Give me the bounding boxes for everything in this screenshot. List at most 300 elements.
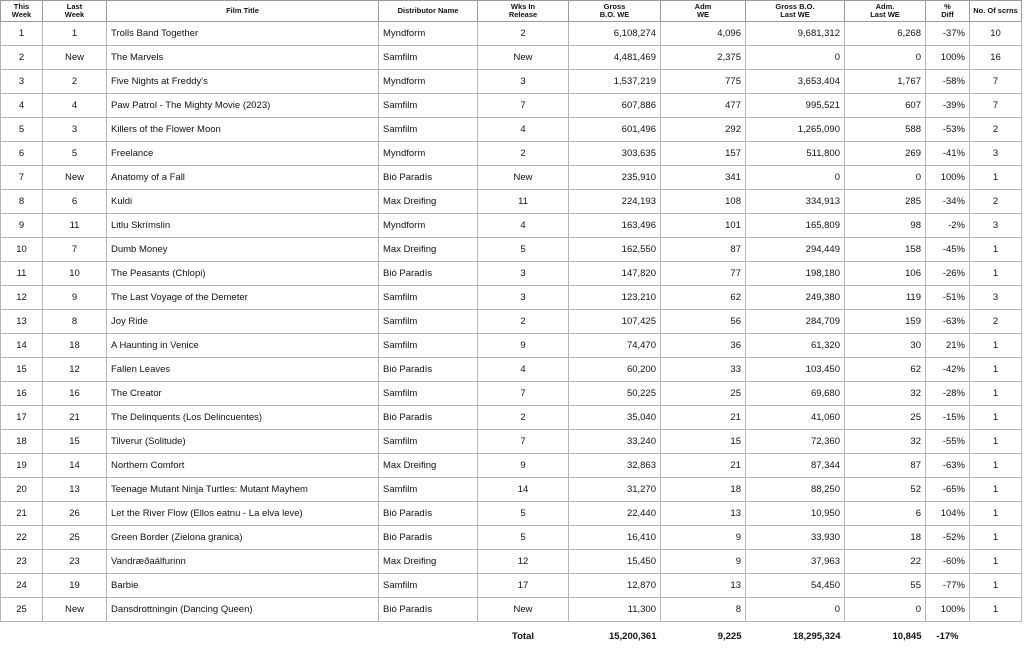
- header-this-week: This Week: [1, 1, 43, 22]
- admissions-last-week: 285: [845, 190, 926, 214]
- table-row: [1, 478, 1022, 502]
- gross-last-week: 33,930: [746, 526, 845, 550]
- admissions: 341: [661, 166, 746, 190]
- header-distributor: Distributor Name: [379, 1, 478, 22]
- weeks-in-release: 14: [478, 478, 569, 502]
- gross-last-week: 61,320: [746, 334, 845, 358]
- percent-diff: -53%: [926, 118, 970, 142]
- distributor-name: Samfilm: [379, 430, 478, 454]
- admissions-last-week: 25: [845, 406, 926, 430]
- gross-last-week: 87,344: [746, 454, 845, 478]
- weeks-in-release: 2: [478, 142, 569, 166]
- distributor-name: Samfilm: [379, 46, 478, 70]
- gross-box-office: 35,040: [569, 406, 661, 430]
- header-row: [1, 1, 1022, 22]
- rank-last-week: 8: [43, 310, 107, 334]
- admissions: 157: [661, 142, 746, 166]
- distributor-name: Max Dreifing: [379, 238, 478, 262]
- film-title: Freelance: [107, 142, 379, 166]
- gross-box-office: 11,300: [569, 598, 661, 622]
- gross-box-office: 15,450: [569, 550, 661, 574]
- rank-last-week: 11: [43, 214, 107, 238]
- weeks-in-release: 4: [478, 214, 569, 238]
- gross-box-office: 6,108,274: [569, 22, 661, 46]
- film-title: Joy Ride: [107, 310, 379, 334]
- percent-diff: -51%: [926, 286, 970, 310]
- weeks-in-release: 5: [478, 238, 569, 262]
- rank-this-week: 20: [1, 478, 43, 502]
- rank-this-week: 3: [1, 70, 43, 94]
- screen-count: 1: [970, 406, 1022, 430]
- screen-count: 1: [970, 598, 1022, 622]
- percent-diff: -77%: [926, 574, 970, 598]
- rank-this-week: 13: [1, 310, 43, 334]
- gross-box-office: 607,886: [569, 94, 661, 118]
- screen-count: 1: [970, 382, 1022, 406]
- total-admissions: 9,225: [661, 622, 746, 650]
- gross-last-week: 69,680: [746, 382, 845, 406]
- weeks-in-release: New: [478, 598, 569, 622]
- weeks-in-release: 3: [478, 262, 569, 286]
- gross-last-week: 0: [746, 166, 845, 190]
- film-title: Dumb Money: [107, 238, 379, 262]
- screen-count: 3: [970, 286, 1022, 310]
- distributor-name: Max Dreifing: [379, 454, 478, 478]
- screen-count: 1: [970, 166, 1022, 190]
- screen-count: 1: [970, 550, 1022, 574]
- film-title: Killers of the Flower Moon: [107, 118, 379, 142]
- distributor-name: Samfilm: [379, 118, 478, 142]
- header-admissions-last-week: Adm. Last WE: [845, 1, 926, 22]
- total-admissions-last-week: 10,845: [845, 622, 926, 650]
- screen-count: 1: [970, 334, 1022, 358]
- film-title: Paw Patrol - The Mighty Movie (2023): [107, 94, 379, 118]
- table-row: [1, 166, 1022, 190]
- percent-diff: -2%: [926, 214, 970, 238]
- gross-last-week: 54,450: [746, 574, 845, 598]
- weeks-in-release: 4: [478, 358, 569, 382]
- film-title: The Last Voyage of the Demeter: [107, 286, 379, 310]
- admissions-last-week: 269: [845, 142, 926, 166]
- total-row: [1, 622, 1022, 650]
- table-row: [1, 550, 1022, 574]
- distributor-name: Bió Paradís: [379, 358, 478, 382]
- gross-last-week: 3,653,404: [746, 70, 845, 94]
- header-film-title: Film Title: [107, 1, 379, 22]
- percent-diff: -58%: [926, 70, 970, 94]
- film-title: Let the River Flow (Ellos eatnu - La elva leve): [107, 502, 379, 526]
- rank-last-week: 18: [43, 334, 107, 358]
- weeks-in-release: New: [478, 46, 569, 70]
- gross-last-week: 995,521: [746, 94, 845, 118]
- rank-last-week: 25: [43, 526, 107, 550]
- percent-diff: -63%: [926, 310, 970, 334]
- weeks-in-release: 7: [478, 94, 569, 118]
- admissions-last-week: 52: [845, 478, 926, 502]
- admissions-last-week: 98: [845, 214, 926, 238]
- gross-box-office: 1,537,219: [569, 70, 661, 94]
- screen-count: 1: [970, 454, 1022, 478]
- admissions: 77: [661, 262, 746, 286]
- admissions-last-week: 159: [845, 310, 926, 334]
- admissions-last-week: 30: [845, 334, 926, 358]
- screen-count: 2: [970, 190, 1022, 214]
- admissions: 4,096: [661, 22, 746, 46]
- screen-count: 2: [970, 118, 1022, 142]
- admissions: 33: [661, 358, 746, 382]
- film-title: Fallen Leaves: [107, 358, 379, 382]
- admissions: 15: [661, 430, 746, 454]
- header-gross-last-week: Gross B.O. Last WE: [746, 1, 845, 22]
- gross-box-office: 60,200: [569, 358, 661, 382]
- admissions: 8: [661, 598, 746, 622]
- film-title: Green Border (Zielona granica): [107, 526, 379, 550]
- screen-count: 1: [970, 574, 1022, 598]
- rank-this-week: 5: [1, 118, 43, 142]
- rank-last-week: New: [43, 46, 107, 70]
- weeks-in-release: 7: [478, 430, 569, 454]
- admissions-last-week: 22: [845, 550, 926, 574]
- admissions-last-week: 1,767: [845, 70, 926, 94]
- admissions-last-week: 87: [845, 454, 926, 478]
- percent-diff: -42%: [926, 358, 970, 382]
- gross-box-office: 107,425: [569, 310, 661, 334]
- rank-last-week: New: [43, 598, 107, 622]
- percent-diff: -34%: [926, 190, 970, 214]
- film-title: The Creator: [107, 382, 379, 406]
- rank-this-week: 8: [1, 190, 43, 214]
- gross-box-office: 32,863: [569, 454, 661, 478]
- distributor-name: Bió Paradís: [379, 406, 478, 430]
- film-title: Barbie: [107, 574, 379, 598]
- percent-diff: 21%: [926, 334, 970, 358]
- screen-count: 1: [970, 502, 1022, 526]
- admissions-last-week: 6: [845, 502, 926, 526]
- table-row: [1, 142, 1022, 166]
- table-row: [1, 502, 1022, 526]
- table-body: [1, 22, 1022, 622]
- rank-last-week: 10: [43, 262, 107, 286]
- admissions: 25: [661, 382, 746, 406]
- gross-box-office: 163,496: [569, 214, 661, 238]
- rank-this-week: 11: [1, 262, 43, 286]
- weeks-in-release: 2: [478, 22, 569, 46]
- screen-count: 7: [970, 70, 1022, 94]
- distributor-name: Myndform: [379, 214, 478, 238]
- rank-last-week: 7: [43, 238, 107, 262]
- film-title: Five Nights at Freddy's: [107, 70, 379, 94]
- rank-last-week: 13: [43, 478, 107, 502]
- film-title: Anatomy of a Fall: [107, 166, 379, 190]
- table-row: [1, 214, 1022, 238]
- film-title: Dansdrottningin (Dancing Queen): [107, 598, 379, 622]
- weeks-in-release: 3: [478, 286, 569, 310]
- header-last-week: Last Week: [43, 1, 107, 22]
- rank-last-week: 15: [43, 430, 107, 454]
- weeks-in-release: 12: [478, 550, 569, 574]
- admissions: 292: [661, 118, 746, 142]
- admissions-last-week: 607: [845, 94, 926, 118]
- admissions-last-week: 106: [845, 262, 926, 286]
- gross-last-week: 0: [746, 46, 845, 70]
- film-title: The Peasants (Chlopi): [107, 262, 379, 286]
- admissions: 101: [661, 214, 746, 238]
- gross-box-office: 147,820: [569, 262, 661, 286]
- gross-box-office: 162,550: [569, 238, 661, 262]
- rank-last-week: 26: [43, 502, 107, 526]
- rank-this-week: 1: [1, 22, 43, 46]
- percent-diff: -37%: [926, 22, 970, 46]
- table-row: [1, 454, 1022, 478]
- gross-box-office: 31,270: [569, 478, 661, 502]
- gross-last-week: 88,250: [746, 478, 845, 502]
- rank-this-week: 4: [1, 94, 43, 118]
- table-row: [1, 526, 1022, 550]
- table-row: [1, 334, 1022, 358]
- distributor-name: Bió Paradís: [379, 262, 478, 286]
- admissions-last-week: 6,268: [845, 22, 926, 46]
- weeks-in-release: 5: [478, 502, 569, 526]
- gross-box-office: 123,210: [569, 286, 661, 310]
- table-row: [1, 94, 1022, 118]
- weeks-in-release: 9: [478, 334, 569, 358]
- screen-count: 1: [970, 358, 1022, 382]
- admissions: 21: [661, 406, 746, 430]
- rank-this-week: 10: [1, 238, 43, 262]
- admissions-last-week: 0: [845, 46, 926, 70]
- percent-diff: -15%: [926, 406, 970, 430]
- admissions: 9: [661, 526, 746, 550]
- rank-this-week: 17: [1, 406, 43, 430]
- rank-last-week: 1: [43, 22, 107, 46]
- admissions: 2,375: [661, 46, 746, 70]
- distributor-name: Samfilm: [379, 286, 478, 310]
- admissions: 87: [661, 238, 746, 262]
- header-percent-diff: % Diff: [926, 1, 970, 22]
- distributor-name: Samfilm: [379, 382, 478, 406]
- screen-count: 1: [970, 262, 1022, 286]
- rank-last-week: 21: [43, 406, 107, 430]
- gross-last-week: 103,450: [746, 358, 845, 382]
- gross-last-week: 41,060: [746, 406, 845, 430]
- table-row: [1, 358, 1022, 382]
- distributor-name: Bió Paradís: [379, 502, 478, 526]
- rank-this-week: 7: [1, 166, 43, 190]
- admissions: 18: [661, 478, 746, 502]
- rank-this-week: 15: [1, 358, 43, 382]
- screen-count: 1: [970, 238, 1022, 262]
- admissions: 62: [661, 286, 746, 310]
- distributor-name: Bió Paradís: [379, 598, 478, 622]
- admissions: 36: [661, 334, 746, 358]
- film-title: The Delinquents (Los Delincuentes): [107, 406, 379, 430]
- weeks-in-release: 4: [478, 118, 569, 142]
- rank-this-week: 25: [1, 598, 43, 622]
- gross-box-office: 22,440: [569, 502, 661, 526]
- gross-last-week: 284,709: [746, 310, 845, 334]
- percent-diff: 100%: [926, 46, 970, 70]
- percent-diff: -26%: [926, 262, 970, 286]
- gross-box-office: 74,470: [569, 334, 661, 358]
- distributor-name: Bió Paradís: [379, 166, 478, 190]
- weeks-in-release: 11: [478, 190, 569, 214]
- admissions-last-week: 0: [845, 598, 926, 622]
- rank-this-week: 24: [1, 574, 43, 598]
- screen-count: 7: [970, 94, 1022, 118]
- admissions: 775: [661, 70, 746, 94]
- total-gross: 15,200,361: [569, 622, 661, 650]
- admissions: 9: [661, 550, 746, 574]
- film-title: Tilverur (Solitude): [107, 430, 379, 454]
- admissions: 56: [661, 310, 746, 334]
- admissions-last-week: 119: [845, 286, 926, 310]
- weeks-in-release: New: [478, 166, 569, 190]
- screen-count: 1: [970, 430, 1022, 454]
- gross-box-office: 224,193: [569, 190, 661, 214]
- rank-this-week: 19: [1, 454, 43, 478]
- table-row: [1, 598, 1022, 622]
- gross-last-week: 72,360: [746, 430, 845, 454]
- table-row: [1, 238, 1022, 262]
- total-spacer: [970, 622, 1022, 650]
- rank-last-week: 12: [43, 358, 107, 382]
- film-title: Northern Comfort: [107, 454, 379, 478]
- film-title: Trolls Band Together: [107, 22, 379, 46]
- admissions-last-week: 32: [845, 382, 926, 406]
- distributor-name: Myndform: [379, 70, 478, 94]
- percent-diff: -28%: [926, 382, 970, 406]
- distributor-name: Myndform: [379, 22, 478, 46]
- distributor-name: Max Dreifing: [379, 550, 478, 574]
- rank-last-week: New: [43, 166, 107, 190]
- gross-last-week: 334,913: [746, 190, 845, 214]
- percent-diff: -55%: [926, 430, 970, 454]
- rank-this-week: 18: [1, 430, 43, 454]
- distributor-name: Myndform: [379, 142, 478, 166]
- admissions-last-week: 32: [845, 430, 926, 454]
- rank-this-week: 22: [1, 526, 43, 550]
- film-title: Teenage Mutant Ninja Turtles: Mutant Mayhem: [107, 478, 379, 502]
- header-screens: No. Of scrns: [970, 1, 1022, 22]
- screen-count: 3: [970, 142, 1022, 166]
- screen-count: 1: [970, 526, 1022, 550]
- admissions: 108: [661, 190, 746, 214]
- screen-count: 1: [970, 478, 1022, 502]
- rank-last-week: 4: [43, 94, 107, 118]
- table-row: [1, 406, 1022, 430]
- gross-box-office: 12,870: [569, 574, 661, 598]
- rank-this-week: 16: [1, 382, 43, 406]
- weeks-in-release: 3: [478, 70, 569, 94]
- total-spacer: [43, 622, 107, 650]
- rank-last-week: 23: [43, 550, 107, 574]
- film-title: Vandræðaálfurinn: [107, 550, 379, 574]
- table-row: [1, 382, 1022, 406]
- percent-diff: -63%: [926, 454, 970, 478]
- rank-this-week: 23: [1, 550, 43, 574]
- total-spacer: [379, 622, 478, 650]
- admissions: 21: [661, 454, 746, 478]
- table-row: [1, 118, 1022, 142]
- table-row: [1, 190, 1022, 214]
- table-row: [1, 46, 1022, 70]
- percent-diff: 100%: [926, 166, 970, 190]
- admissions: 13: [661, 574, 746, 598]
- gross-last-week: 37,963: [746, 550, 845, 574]
- film-title: The Marvels: [107, 46, 379, 70]
- admissions: 13: [661, 502, 746, 526]
- gross-box-office: 601,496: [569, 118, 661, 142]
- rank-last-week: 16: [43, 382, 107, 406]
- total-percent-diff: -17%: [926, 622, 970, 650]
- total-label: Total: [478, 622, 569, 650]
- weeks-in-release: 17: [478, 574, 569, 598]
- total-spacer: [107, 622, 379, 650]
- rank-last-week: 9: [43, 286, 107, 310]
- percent-diff: 104%: [926, 502, 970, 526]
- film-title: Litlu Skrímslin: [107, 214, 379, 238]
- distributor-name: Samfilm: [379, 310, 478, 334]
- screen-count: 3: [970, 214, 1022, 238]
- admissions-last-week: 18: [845, 526, 926, 550]
- rank-this-week: 12: [1, 286, 43, 310]
- admissions-last-week: 158: [845, 238, 926, 262]
- table-row: [1, 574, 1022, 598]
- weeks-in-release: 2: [478, 406, 569, 430]
- gross-box-office: 16,410: [569, 526, 661, 550]
- weeks-in-release: 5: [478, 526, 569, 550]
- percent-diff: -45%: [926, 238, 970, 262]
- rank-last-week: 19: [43, 574, 107, 598]
- screen-count: 10: [970, 22, 1022, 46]
- gross-last-week: 511,800: [746, 142, 845, 166]
- admissions-last-week: 62: [845, 358, 926, 382]
- rank-last-week: 5: [43, 142, 107, 166]
- film-title: A Haunting in Venice: [107, 334, 379, 358]
- rank-this-week: 21: [1, 502, 43, 526]
- rank-this-week: 14: [1, 334, 43, 358]
- distributor-name: Samfilm: [379, 334, 478, 358]
- gross-last-week: 0: [746, 598, 845, 622]
- rank-last-week: 14: [43, 454, 107, 478]
- film-title: Kuldi: [107, 190, 379, 214]
- admissions-last-week: 588: [845, 118, 926, 142]
- rank-last-week: 6: [43, 190, 107, 214]
- header-admissions: Adm WE: [661, 1, 746, 22]
- percent-diff: -39%: [926, 94, 970, 118]
- table-row: [1, 310, 1022, 334]
- weeks-in-release: 2: [478, 310, 569, 334]
- screen-count: 16: [970, 46, 1022, 70]
- rank-this-week: 6: [1, 142, 43, 166]
- gross-last-week: 10,950: [746, 502, 845, 526]
- gross-last-week: 249,380: [746, 286, 845, 310]
- rank-last-week: 2: [43, 70, 107, 94]
- percent-diff: -65%: [926, 478, 970, 502]
- percent-diff: -52%: [926, 526, 970, 550]
- table-row: [1, 430, 1022, 454]
- header-weeks-in-release: Wks In Release: [478, 1, 569, 22]
- table-row: [1, 70, 1022, 94]
- gross-box-office: 33,240: [569, 430, 661, 454]
- header-gross: Gross B.O. WE: [569, 1, 661, 22]
- gross-last-week: 165,809: [746, 214, 845, 238]
- gross-last-week: 294,449: [746, 238, 845, 262]
- gross-last-week: 1,265,090: [746, 118, 845, 142]
- rank-this-week: 2: [1, 46, 43, 70]
- percent-diff: -60%: [926, 550, 970, 574]
- admissions-last-week: 0: [845, 166, 926, 190]
